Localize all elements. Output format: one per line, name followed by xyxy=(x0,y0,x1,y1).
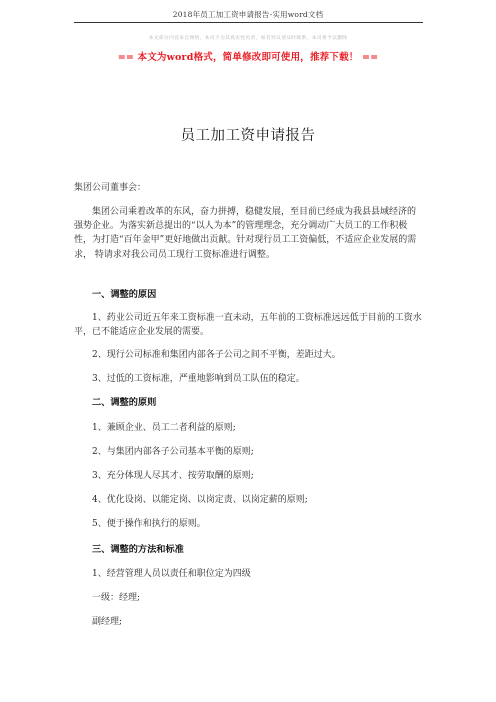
header-divider xyxy=(74,22,423,23)
salutation: 集团公司董事会： xyxy=(74,183,147,193)
principle-item: 5、便于操作和执行的原则。 xyxy=(92,519,206,529)
principle-item: 1、兼顾企业、员工二者利益的原则; xyxy=(92,423,236,433)
disclaimer-text: 本文部分内容来自网络，本司不为其真实性负责，如有异议请及时联系，本司将予以删除 xyxy=(148,36,348,41)
principle-item: 3、充分体现人尽其才、按劳取酬的原则; xyxy=(92,471,254,481)
principle-item: 4、优化设岗、以能定岗、以岗定责、以岗定薪的原则; xyxy=(92,495,308,505)
method-item: 一级：经理; xyxy=(92,593,141,603)
method-item: 1、经营管理人员以责任和职位定为四级 xyxy=(92,569,251,579)
section-heading-principles: 二、调整的原则 xyxy=(92,397,157,408)
section-heading-reasons: 一、调整的原因 xyxy=(92,289,157,300)
running-header-title: 2018年员工加工资申请报告-实用word文档 xyxy=(172,10,324,19)
intro-paragraph: 集团公司乘着改革的东风，奋力拼搏，稳健发展，至目前已经成为我县县域经济的强势企业。为落实新总提出的“以人为本”的管理理念，充分调动广大员工的工作积极性，为打造“百年金甲”更好地做出贡献。针对现行员工工资偏低，不适应企业发展的需求， 特请求对我公司员工现行工资标准进行调整。 xyxy=(74,207,417,260)
principle-item: 2、与集团内部各子公司基本平衡的原则; xyxy=(92,447,254,457)
reason-item: 1、药业公司近五年来工资标准一直未动，五年前的工资标准远远低于目前的工资水平，已不能适应企业发展的需要。 xyxy=(74,313,422,338)
download-banner: == 本文为word格式，简单修改即可使用，推荐下载！ == xyxy=(117,52,379,63)
reason-item: 3、过低的工资标准，严重地影响到员工队伍的稳定。 xyxy=(92,374,305,384)
method-item: 副经理; xyxy=(92,617,123,627)
reason-item: 2、现行公司标准和集团内部各子公司之间不平衡，差距过大。 xyxy=(92,350,341,360)
section-heading-methods: 三、调整的方法和标准 xyxy=(92,544,184,555)
document-title: 员工加工资申请报告 xyxy=(180,128,316,144)
